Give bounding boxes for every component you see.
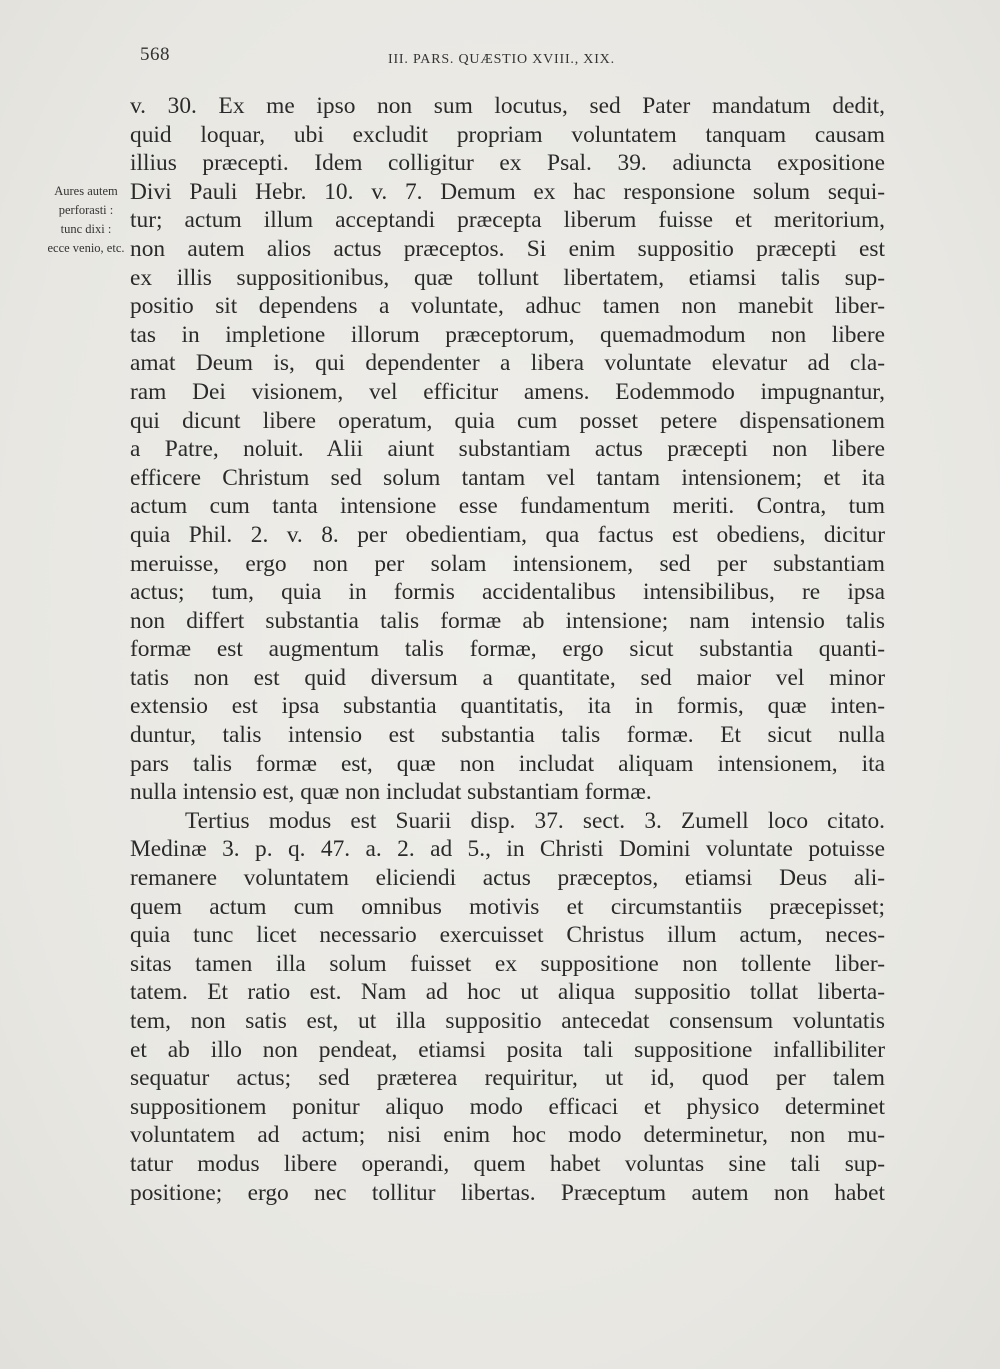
text-line: illius præcepti. Idem colligitur ex Psal. 39. adiuncta expositione [130,150,885,177]
text-line: et ab illo non pendeat, etiamsi posita tali suppositione infallibiliter [130,1036,885,1063]
text-line: Divi Pauli Hebr. 10. v. 7. Demum ex hac responsione solum sequi- [130,178,885,205]
text-line: non autem alios actus præceptos. Si enim suppositio præcepti est [130,235,885,262]
text-line: Medinæ 3. p. q. 47. a. 2. ad 5., in Christi Domini voluntate potuisse [130,836,885,863]
text-line: extensio est ipsa substantia quantitatis, ita in formis, quæ inten- [130,693,885,720]
running-head: III. PARS. QUÆSTIO XVIII., XIX. [388,52,615,67]
text-line: efficere Christum sed solum tantam vel tantam intensionem; et ita [130,464,885,491]
margin-note-line: ecce venio, etc. [47,241,125,255]
text-line: tur; actum illum acceptandi præcepta liberum fuisse et meritorium, [130,207,885,234]
text-line: a Patre, noluit. Alii aiunt substantiam actus præcepti non libere [130,436,885,463]
text-line: actum cum tanta intensione esse fundamentum meriti. Contra, tum [130,493,885,520]
text-line: tatem. Et ratio est. Nam ad hoc ut aliqua suppositio tollat liberta- [130,979,885,1006]
text-line: positione; ergo nec tollitur libertas. Præceptum autem non habet [130,1179,885,1206]
text-line: pars talis formæ est, quæ non includat aliquam intensionem, ita [130,750,885,777]
text-line: non differt substantia talis formæ ab intensione; nam intensio talis [130,607,885,634]
text-line: positio sit dependens a voluntate, adhuc tamen non manebit liber- [130,293,885,320]
text-line: quem actum cum omnibus motivis et circumstantiis præcepisset; [130,893,885,920]
page-number: 568 [140,44,170,65]
body-text [130,92,885,1207]
text-line: sitas tamen illa solum fuisset ex suppositione non tollente liber- [130,950,885,977]
text-line: quia Phil. 2. v. 8. per obedientiam, qua factus est obediens, dicitur [130,521,885,548]
text-line: sequatur actus; sed præterea requiritur, ut id, quod per talem [130,1065,885,1092]
text-line: actus; tum, quia in formis accidentalibus intensibilibus, re ipsa [130,579,885,606]
text-line: tatis non est quid diversum a quantitate, sed maior vel minor [130,664,885,691]
margin-note [30,182,142,258]
text-line: v. 30. Ex me ipso non sum locutus, sed Pater mandatum dedit, [130,93,885,119]
text-line: suppositionem ponitur aliquo modo efficaci et physico determinet [130,1093,885,1120]
text-line: remanere voluntatem eliciendi actus præceptos, etiamsi Deus ali- [130,865,885,892]
text-line: meruisse, ergo non per solam intensionem, sed per substantiam [130,550,885,577]
text-line: amat Deum is, qui dependenter a libera voluntate elevatur ad cla- [130,350,885,377]
text-line: Tertius modus est Suarii disp. 37. sect. 3. Zumell loco citato. [185,807,885,834]
text-line: quid loquar, ubi excludit propriam voluntatem tanquam causam [130,121,885,148]
margin-note-line: tunc dixi : [60,222,112,236]
text-line: duntur, talis intensio est substantia talis formæ. Et sicut nulla [130,722,885,749]
text-line: quia tunc licet necessario exercuisset Christus illum actum, neces- [130,922,885,949]
text-line: tem, non satis est, ut illa suppositio antecedat consensum voluntatis [130,1008,885,1034]
text-line: ex illis suppositionibus, quæ tollunt libertatem, etiamsi talis sup- [130,264,885,291]
text-line: formæ est augmentum talis formæ, ergo sicut substantia quanti- [130,636,885,663]
text-line: qui dicunt libere operatum, quia cum posset petere dispensationem [130,407,885,434]
text-line: tas in impletione illorum præceptorum, quemadmodum non libere [130,321,885,348]
margin-note-line: Aures autem [54,184,118,198]
text-line: nulla intensio est, quæ non includat substantiam formæ. [130,779,652,806]
text-line: ram Dei visionem, vel efficitur amens. Eodemmodo impugnantur, [130,378,885,405]
margin-note-line: perforasti : [58,203,114,217]
text-line: voluntatem ad actum; nisi enim hoc modo determinetur, non mu- [130,1122,885,1149]
text-line: tatur modus libere operandi, quem habet voluntas sine tali sup- [130,1150,885,1177]
